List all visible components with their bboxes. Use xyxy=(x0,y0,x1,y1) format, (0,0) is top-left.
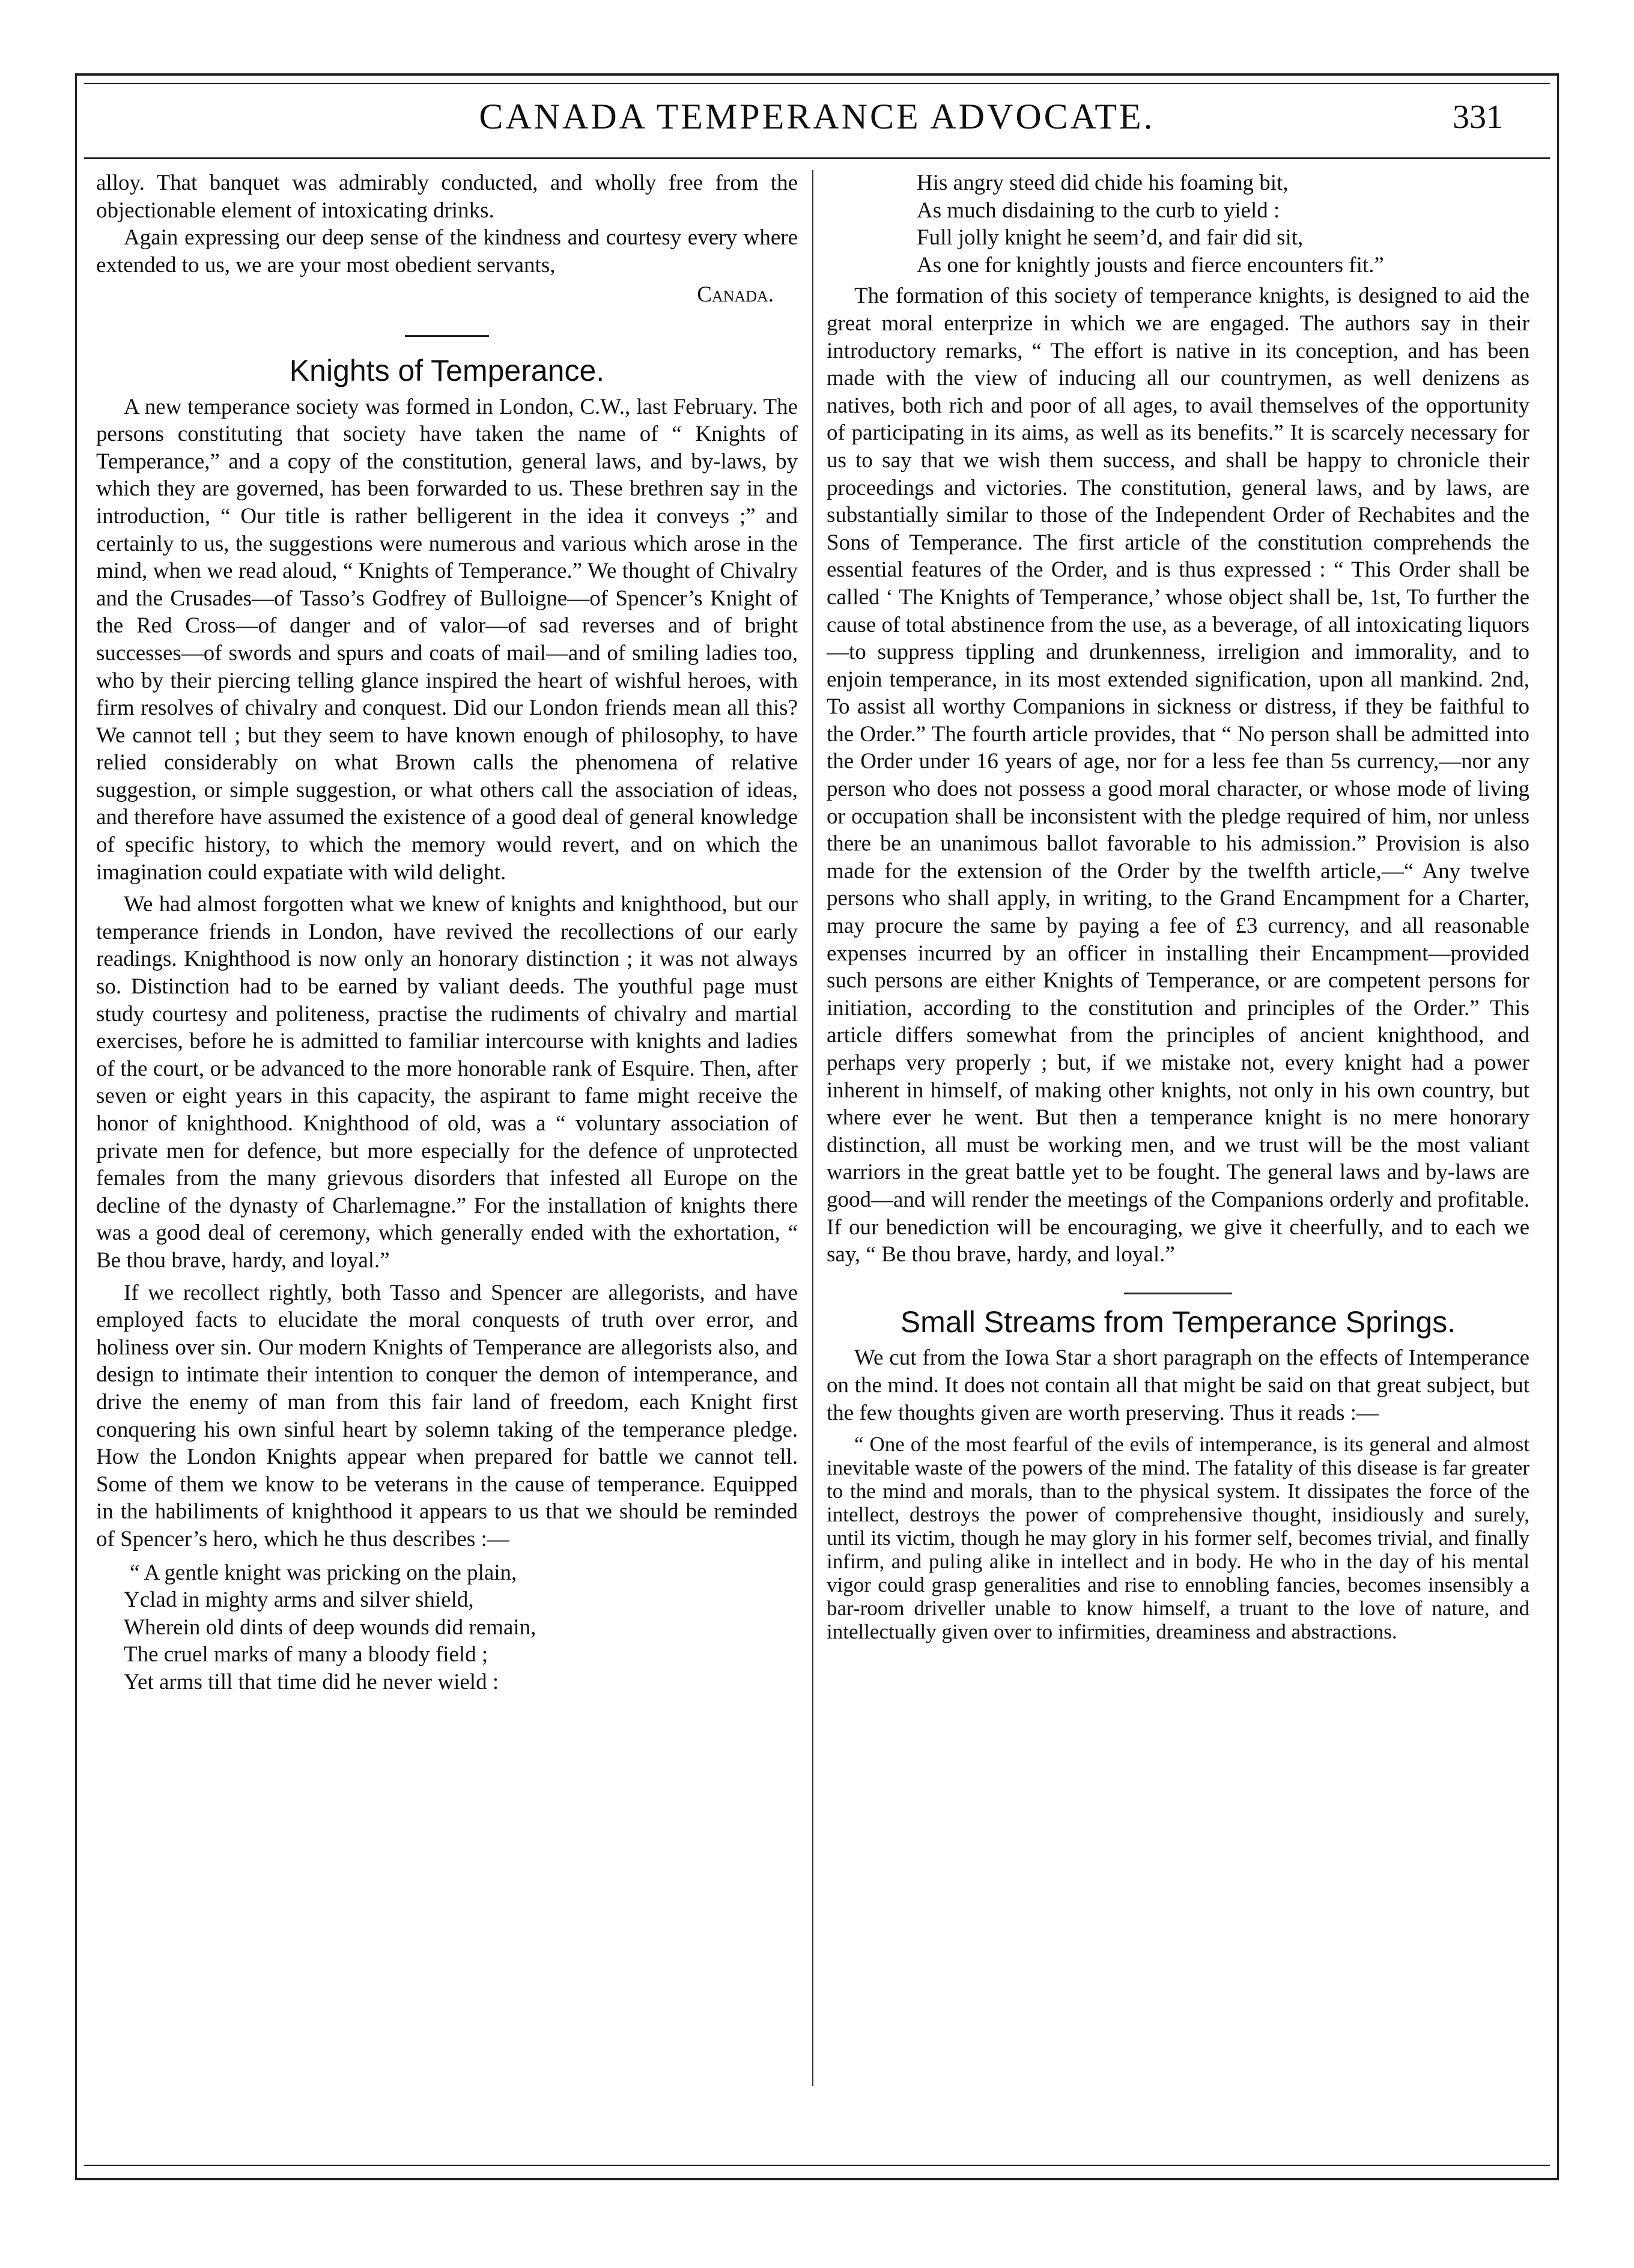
section-divider xyxy=(1124,1293,1232,1294)
paragraph: If we recollect rightly, both Tasso and Spencer are allegorists, and have employed facts to elucidate the moral conquests of truth over error, and holiness over sin. Our modern Knights of Temperance are allegorists also, and design to intimate their intention to conquer the demon of intemperance, and drive the enemy of man from this fair land of freedom, each Knight first conquering his own sinful heart by solemn taking of the temperance pledge. How the London Knights appear when prepared for battle we cannot tell. Some of them we know to be veterans in the cause of temperance. Equipped in the habiliments of knighthood it appears to us that we should be reminded of Spencer’s hero, which he thus describes :— xyxy=(96,1280,798,1551)
top-border-rule xyxy=(75,73,1559,76)
verse-line: “ A gentle knight was pricking on the plain, xyxy=(130,1560,517,1585)
paragraph: A new temperance society was formed in London, C.W., last February. The persons constituting that society have taken the name of “ Knights of Temperance,” and a copy of the constitution, general laws, and by-laws, by which they are governed, has been forwarded to us. These brethren say in the introduction, “ Our title is rather belligerent in the idea it conveys ;” and certainly to us, the suggestions were numerous and various which arose in the mind, when we read aloud, “ Knights of Temperance.” We thought of Chivalry and the Crusades—of Tasso’s Godfrey of Bulloigne—of Spencer’s Knight of the Red Cross—of danger and of valor—of sad reverses and of bright successes—of swords and spurs and coats of mail—and of smiling ladies too, who by their piercing telling glance inspired the heart of wishful heroes, with firm resolves of chivalry and conquest. Did our London friends mean all this? We cannot tell ; but they seem to have known enough of philosophy, to have relied considerably on what Brown calls the phenomena of relative suggestion, or simple suggestion, or what others call the association of ideas, and therefore have assumed the existence of a good deal of general knowledge of specific history, to which the memory would revert, and on which the imagination could expatiate with wild delight. xyxy=(96,394,798,885)
header-rule xyxy=(84,157,1550,159)
verse-line: As one for knightly jousts and fierce encounters fit.” xyxy=(917,252,1384,277)
article-title-small-streams: Small Streams from Temperance Springs. xyxy=(900,1305,1456,1339)
top-inner-rule xyxy=(84,83,1550,84)
verse-block xyxy=(827,169,1529,279)
article-title-knights: Knights of Temperance. xyxy=(289,353,605,387)
verse-line: Full jolly knight he seem’d, and fair did sit, xyxy=(917,225,1304,250)
section-divider xyxy=(405,335,489,337)
column-divider xyxy=(812,170,813,2086)
quoted-passage: “ One of the most fearful of the evils of intemperance, is its general and almost inevitable waste of the powers of the mind. The fatality of this disease is far greater to the mind and morals, than to the physical system. It dissipates the force of the intellect, destroys the power of comprehensive thought, insidiously and surely, until its victim, though he may glory in his former self, becomes trivial, and finally infirm, and puling alike in intellect and in body. He who in the day of his mental vigor could grasp generalities and rise to ennobling fancies, becomes insensibly a bar-room driveller unable to know himself, a truant to the love of nature, and intellectually given over to infirmities, dreaminess and abstractions. xyxy=(827,1433,1529,1644)
verse-block xyxy=(96,1559,798,1696)
paragraph: The formation of this society of temperance knights, is designed to aid the great moral enterprize in which we are engaged. The authors say in their introductory remarks, “ The effort is native in its conception, and has been made with the view of inducing all our countrymen, as well denizens as natives, both rich and poor of all ages, to avail themselves of the opportunity of participating in its aims, as well as its benefits.” It is scarcely necessary for us to say that we wish them success, and shall be happy to chronicle their proceedings and victories. The constitution, general laws, and by laws, are substantially similar to those of the Independent Order of Rechabites and the Sons of Temperance. The first article of the constitution comprehends the essential features of the Order, and is thus expressed : “ This Order shall be called ‘ The Knights of Temperance,’ whose object shall be, 1st, To further the cause of total abstinence from the use, as a beverage, of all intoxicating liquors—to suppress tippling and drunkenness, irreligion and immorality, and to enjoin temperance, in its most extended signification, upon all mankind. 2nd, To assist all worthy Companions in sickness or distress, if they be faithful to the Order.” The fourth article provides, that “ No person shall be admitted into the Order under 16 years of age, nor for a less fee than 5s currency,—nor any person who does not possess a good moral character, or whose mode of living or occupation shall be inconsistent with the pledge required of him, nor unless there be an unanimous ballot favorable to his admission.” Provision is also made for the extension of the Order by the twelfth article,—“ Any twelve persons who shall apply, in writing, to the Grand Encampment for a Charter, may procure the same by paying a fee of £3 currency, and all reasonable expenses incurred by an officer in installing their Encampment—provided such persons are either Knights of Temperance, or are competent persons for initiation, according to the constitution and principles of the Order.” This article differs somewhat from the principles of ancient knighthood, and perhaps very properly ; but, if we mistake not, every knight had a power inherent in himself, of making other knights, not only in his own country, but where ever he went. But then a temperance knight is no mere honorary distinction, all must be working men, and we trust will be the most valiant warriors in the great battle yet to be fought. The general laws and by-laws are good—and will render the meetings of the Companions orderly and profitable. If our benediction will be encouraging, we give it cheerfully, and to each we say, “ Be thou brave, hardy, and loyal.” xyxy=(827,284,1529,1267)
left-column xyxy=(96,169,798,1696)
bottom-inner-rule xyxy=(84,2165,1550,2166)
letter-signature: Canada. xyxy=(697,282,774,308)
right-column xyxy=(827,169,1529,1643)
verse-line: His angry steed did chide his foaming bit, xyxy=(917,171,1289,195)
bottom-border-rule xyxy=(75,2178,1559,2180)
paragraph: We cut from the Iowa Star a short paragraph on the effects of Intemperance on the mind. It does not contain all that might be said on that great subject, but the few thoughts given are worth preserving. Thus it reads :— xyxy=(827,1345,1529,1425)
letter-closing: Again expressing our deep sense of the kindness and courtesy every where extended to us, we are your most obedient servants, xyxy=(96,225,798,277)
verse-line: Wherein old dints of deep wounds did remain, xyxy=(124,1615,536,1640)
verse-line: The cruel marks of many a bloody field ; xyxy=(124,1642,488,1667)
page-title: CANADA TEMPERANCE ADVOCATE. xyxy=(479,97,1155,136)
verse-line: Yclad in mighty arms and silver shield, xyxy=(124,1587,474,1613)
letter-ending: alloy. That banquet was admirably conducted, and wholly free from the objectionable element of intoxicating drinks. xyxy=(96,171,798,223)
page-number: 331 xyxy=(1453,99,1503,136)
paragraph: We had almost forgotten what we knew of knights and knighthood, but our temperance friends in London, have revived the recollections of our early readings. Knighthood is now only an honorary distinction ; it was not always so. Distinction had to be earned by valiant deeds. The youthful page must study courtesy and politeness, practise the rudiments of chivalry and martial exercises, before he is admitted to familiar intercourse with knights and ladies of the court, or be advanced to the more honorable rank of Esquire. Then, after seven or eight years in this capacity, the aspirant to fame might receive the honor of knighthood. Knighthood of old, was a “ voluntary association of private men for defence, but more especially for the defence of unprotected females from the many grievous disorders that infested all Europe on the decline of the dynasty of Charlemagne.” For the installation of knights there was a good deal of ceremony, which generally ended with the exhortation, “ Be thou brave, hardy, and loyal.” xyxy=(96,892,798,1273)
verse-line: As much disdaining to the curb to yield : xyxy=(917,198,1280,223)
verse-line: Yet arms till that time did he never wield : xyxy=(124,1669,499,1694)
